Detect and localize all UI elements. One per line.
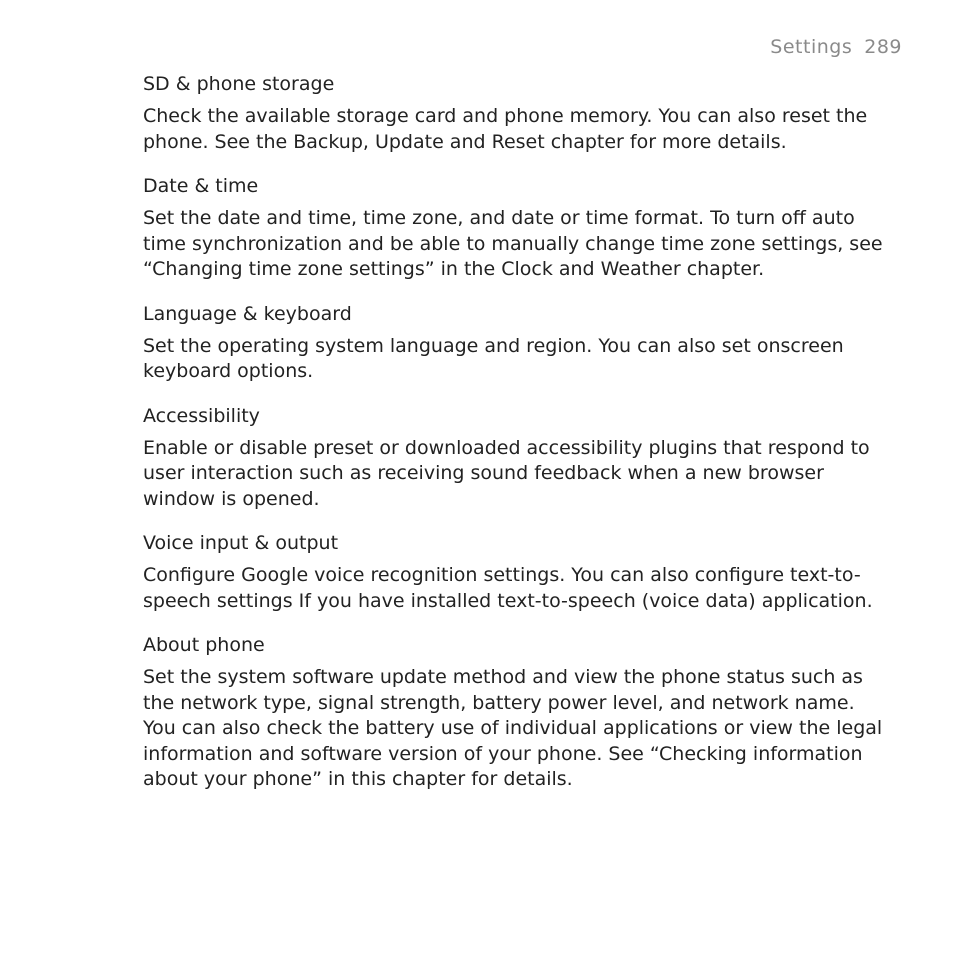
entry-title: About phone <box>143 634 265 656</box>
entry-description: Set the operating system language and region. You can also set onscreen keyboard options. <box>143 334 844 382</box>
entry-about-phone <box>143 632 891 793</box>
entry-description: Check the available storage card and phone memory. You can also reset the phone. See the Backup, Update and Reset chapter for more details. <box>143 105 868 153</box>
header-section-title: Settings <box>770 36 853 58</box>
entry-description: Set the date and time, time zone, and date or time format. To turn off auto time synchronization and be able to manually change time zone settings, see “Changing time zone settings” in the Clock and Weather chapter. <box>143 207 883 280</box>
entry-title: Voice input & output <box>143 532 339 554</box>
entry-sd-phone-storage <box>143 71 891 155</box>
entry-title: Language & keyboard <box>143 302 352 325</box>
page-number: 289 <box>864 36 902 58</box>
entry-voice-input-output <box>143 530 891 614</box>
entry-description: Enable or disable preset or downloaded accessibility plugins that respond to user interaction such as receiving sound feedback when a new browser window is opened. <box>143 436 870 510</box>
entry-description: Set the system software update method and view the phone status such as the network type, signal strength, battery power level, and network name. You can also check the battery use of individual applications or view the legal information and software version of your phone. See “Checking information about your phone” in this chapter for details. <box>143 666 883 790</box>
entry-title: Date & time <box>143 175 259 197</box>
entry-description: Configure Google voice recognition settings. You can also configure text-to-speech settings If you have installed text-to-speech (voice data) application. <box>143 564 873 612</box>
entry-date-time <box>143 173 891 283</box>
settings-list <box>143 71 891 811</box>
entry-title: Accessibility <box>143 404 260 427</box>
entry-accessibility <box>143 403 891 513</box>
entry-title: SD & phone storage <box>143 73 335 95</box>
page-header <box>770 36 902 58</box>
entry-language-keyboard <box>143 301 891 385</box>
